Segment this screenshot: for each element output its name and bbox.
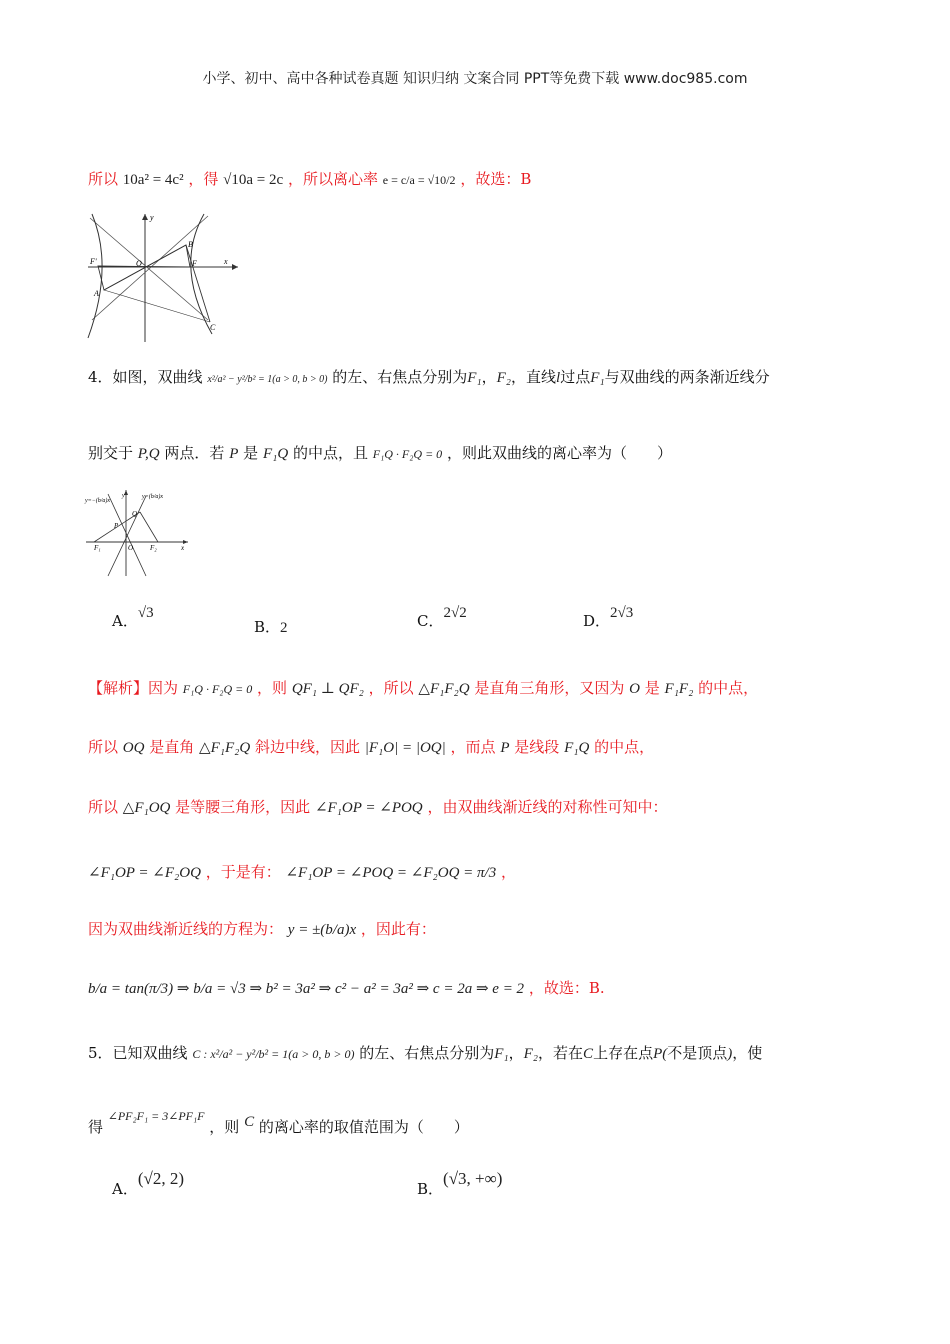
q4-text-4: 过点 xyxy=(560,368,591,386)
q5-f2: F₂ xyxy=(523,1046,539,1062)
sol4-t1: ，于是有： xyxy=(205,863,281,881)
q3-text-2: ，得 xyxy=(188,170,219,188)
q5-c-again: C xyxy=(244,1114,255,1130)
q4-line-2 xyxy=(88,446,672,462)
q3-eq-1: 10a² = 4c² xyxy=(122,172,184,188)
q4-text-8: 是 xyxy=(243,444,259,462)
solution-line-5 xyxy=(88,922,436,938)
sol2-t8: 是线段 xyxy=(514,738,560,756)
q4-line-1 xyxy=(88,370,770,386)
sol1-eq-perp: QF₁ ⊥ QF₂ xyxy=(291,681,364,697)
q4-text-1: 如图，双曲线 xyxy=(112,368,203,386)
q5-comma: ， xyxy=(508,1044,524,1062)
sol1-eq-dot: F₁Q · F₂Q = 0 xyxy=(182,682,253,696)
sol4-t3: ， xyxy=(501,863,517,881)
sol2-t10: 的中点， xyxy=(594,738,655,756)
q5-line-1 xyxy=(88,1046,762,1062)
q3-text-3: ，所以离心率 xyxy=(287,170,378,188)
sol5-asymptote-eq: y = ±(b/a)x xyxy=(287,922,357,938)
option-b-value: 2 xyxy=(280,620,288,636)
fig2-label-f1: F₁ xyxy=(94,544,101,552)
q4-option-b[interactable] xyxy=(254,620,288,636)
q5-text-9: 的离心率的取值范围为（ ） xyxy=(258,1118,469,1136)
q4-text-10: ，则此双曲线的离心率为（ ） xyxy=(446,444,672,462)
q4-pq: P,Q xyxy=(137,446,160,462)
sol5-t0: 因为双曲线渐近线的方程为： xyxy=(88,920,284,938)
sol2-t0: 所以 xyxy=(88,738,119,756)
q3-eq-2: √10a = 2c xyxy=(223,172,284,188)
q5-text-2: 的左、右焦点分别为 xyxy=(359,1044,495,1062)
option-d-label: D． xyxy=(583,612,611,630)
q4-f1-again: F₁ xyxy=(590,370,605,386)
q5-option-b-label: B． xyxy=(417,1180,444,1198)
q4-text-9: 的中点，且 xyxy=(292,444,368,462)
q4-text-2: 的左、右焦点分别为 xyxy=(332,368,468,386)
option-b-label: B． xyxy=(254,618,281,636)
q5-rparen: ) xyxy=(727,1046,733,1062)
q4-f1: F₁ xyxy=(467,370,482,386)
sol1-t6: 是直角三角形，又因为 xyxy=(474,679,625,697)
sol5-t2: ，因此有： xyxy=(360,920,436,938)
q5-c: C xyxy=(583,1046,594,1062)
q4-line-l: l xyxy=(556,370,561,386)
q3-eq-3: e = c/a = √10/2 xyxy=(382,173,456,187)
sol1-t8: 是 xyxy=(644,679,660,697)
q5-option-a-label: A． xyxy=(112,1180,138,1198)
sol4-angle-chain: ∠F₁OP = ∠POQ = ∠F₂OQ = π/3 xyxy=(285,865,497,881)
sol2-p: P xyxy=(500,740,510,756)
fig2-label-y: y xyxy=(122,493,125,499)
q4-dot-eq: F₁Q · F₂Q = 0 xyxy=(372,447,443,461)
q4-hyperbola-eq: x²/a² − y²/b² = 1(a > 0, b > 0) xyxy=(207,374,328,385)
q5-p-paren: P( xyxy=(653,1046,668,1062)
sol1-f1f2: F₁F₂ xyxy=(664,681,694,697)
q5-number: 5． xyxy=(88,1044,113,1062)
page-header: 小学、初中、高中各种试卷真题 知识归纳 文案合同 PPT等免费下载 www.doc985.com xyxy=(202,71,748,87)
fig1-label-a: A xyxy=(94,289,99,298)
fig2-label-pos-asymptote: y=(b/a)x xyxy=(142,494,164,500)
sol1-o: O xyxy=(629,681,640,697)
q4-number: 4． xyxy=(88,368,113,386)
sol2-t4: 斜边中线，因此 xyxy=(254,738,360,756)
sol3-angle-eq: ∠F₁OP = ∠POQ xyxy=(314,800,423,816)
fig1-label-x: x xyxy=(224,257,228,266)
sol1-t0: 【解析】因为 xyxy=(88,679,179,697)
solution-line-2 xyxy=(88,740,654,756)
solution-line-6 xyxy=(88,981,605,997)
fig2-label-p: P xyxy=(114,522,119,530)
q5-text-7: 得 xyxy=(88,1118,104,1136)
q4-p: P xyxy=(229,446,239,462)
q3-text-1: 所以 xyxy=(88,170,119,188)
fig2-label-o: O xyxy=(128,544,134,552)
asymptote-figure-2 xyxy=(84,488,190,578)
q5-option-b[interactable] xyxy=(417,1169,503,1198)
q5-text-3: ，若在 xyxy=(538,1044,584,1062)
q5-text-1: 已知双曲线 xyxy=(112,1044,188,1062)
fig1-label-c: C xyxy=(210,323,216,332)
sol3-triangle: △F₁OQ xyxy=(122,800,171,816)
fig1-label-y: y xyxy=(150,213,154,222)
fig1-label-f-prime: F' xyxy=(90,257,97,266)
sol3-t4: ，由双曲线渐近线的对称性可知中： xyxy=(427,798,668,816)
sol2-f1q: F₁Q xyxy=(564,740,590,756)
fig2-label-neg-asymptote: y=−(b/a)x xyxy=(85,498,111,504)
q3-text-4: ，故选：B xyxy=(460,170,532,188)
sol2-t6: ，而点 xyxy=(450,738,496,756)
q4-option-a[interactable] xyxy=(112,605,154,630)
q5-text-5: 不是顶点 xyxy=(667,1044,728,1062)
q4-text-7: 两点．若 xyxy=(164,444,225,462)
sol6-answer: ，故选：B. xyxy=(528,979,605,997)
fig2-label-x: x xyxy=(181,544,185,552)
fig2-label-f2: F₂ xyxy=(150,544,157,552)
sol1-triangle: △F₁F₂Q xyxy=(418,681,470,697)
sol6-derivation: b/a = tan(π/3) ⇒ b/a = √3 ⇒ b² = 3a² ⇒ c² − a² = 3a² ⇒ c = 2a ⇒ e = 2 xyxy=(88,981,525,997)
solution-line-3 xyxy=(88,800,667,816)
q4-option-c[interactable] xyxy=(417,605,467,630)
sol1-t2: ，则 xyxy=(257,679,288,697)
q4-text-3: ，直线 xyxy=(511,368,557,386)
q4-f2: F₂ xyxy=(496,370,512,386)
q4-comma: ， xyxy=(481,368,497,386)
sol1-t10: 的中点， xyxy=(698,679,759,697)
q5-hyperbola-eq: C : x²/a² − y²/b² = 1(a > 0, b > 0) xyxy=(192,1047,355,1061)
q4-f1q: F₁Q xyxy=(262,446,289,462)
sol2-oq: OQ xyxy=(122,740,145,756)
q3-conclusion xyxy=(88,172,531,188)
fig1-label-b: B xyxy=(188,240,193,249)
q5-text-6: ，使 xyxy=(732,1044,763,1062)
solution-line-1 xyxy=(88,681,758,697)
q5-option-a-value: (√2, 2) xyxy=(137,1169,184,1188)
fig1-label-f: F xyxy=(192,259,197,268)
q5-text-4: 上存在点 xyxy=(593,1044,654,1062)
option-a-value: √3 xyxy=(137,605,154,621)
option-c-value: 2√2 xyxy=(443,605,467,621)
fig1-label-o: O xyxy=(136,259,142,268)
sol4-angle-eq: ∠F₁OP = ∠F₂OQ xyxy=(88,865,201,881)
q5-option-a[interactable] xyxy=(112,1169,184,1198)
sol2-abs-eq: |F₁O| = |OQ| xyxy=(364,740,446,756)
option-d-value: 2√3 xyxy=(610,605,634,621)
fig2-label-q: Q xyxy=(132,510,138,518)
sol3-t0: 所以 xyxy=(88,798,119,816)
solution-line-4 xyxy=(88,865,516,881)
q5-angle-eq: ∠PF₂F₁ = 3∠PF₁F xyxy=(107,1109,205,1123)
q4-text-5: 与双曲线的两条渐近线分 xyxy=(604,368,770,386)
option-a-label: A． xyxy=(112,612,138,630)
option-c-label: C． xyxy=(417,612,444,630)
q5-text-8: ，则 xyxy=(209,1118,240,1136)
q4-text-6: 别交于 xyxy=(88,444,134,462)
sol2-triangle: △F₁F₂Q xyxy=(199,740,251,756)
q4-option-d[interactable] xyxy=(583,605,634,630)
sol1-t4: ，所以 xyxy=(368,679,414,697)
q5-option-b-value: (√3, +∞) xyxy=(443,1169,503,1188)
hyperbola-figure-1 xyxy=(84,210,244,345)
q5-f1: F₁ xyxy=(494,1046,509,1062)
sol3-t2: 是等腰三角形，因此 xyxy=(175,798,311,816)
sol2-t2: 是直角 xyxy=(149,738,195,756)
